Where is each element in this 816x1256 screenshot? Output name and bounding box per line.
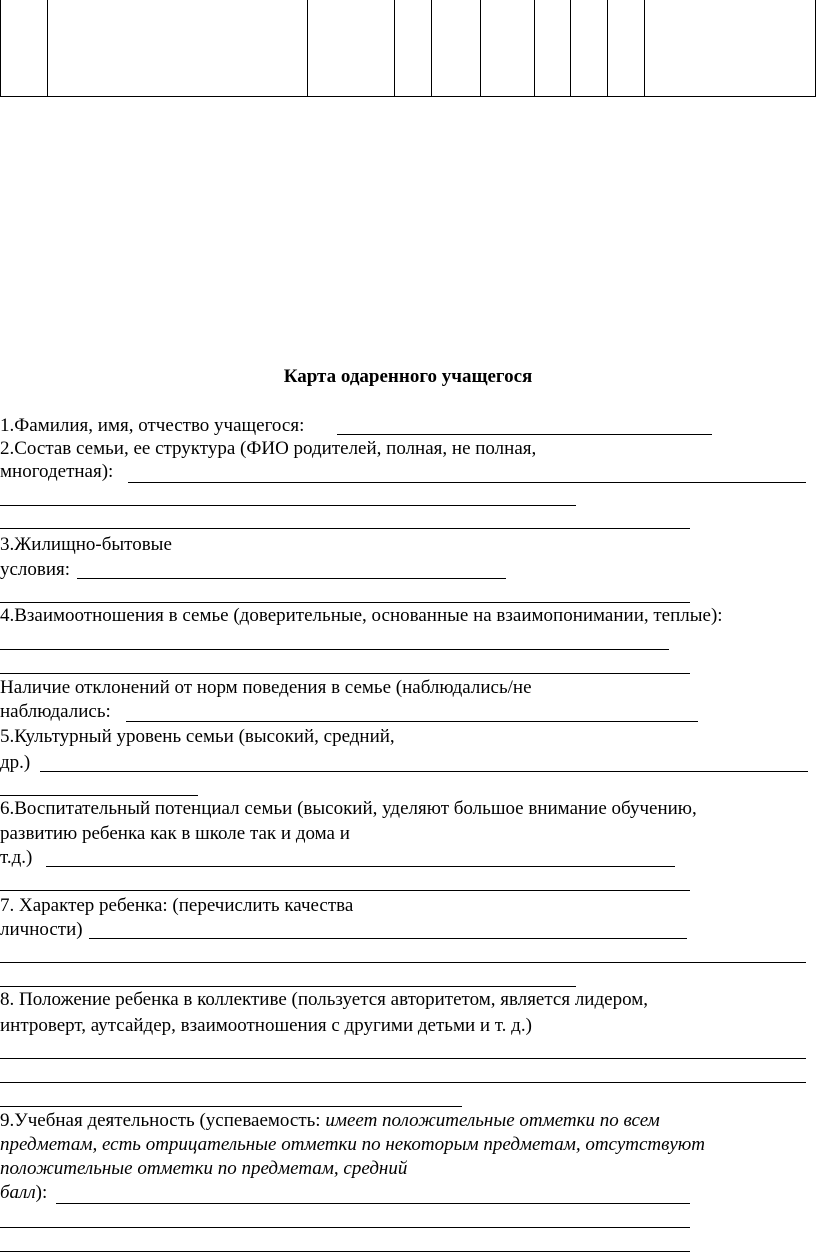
academic-label-text: 9.Учебная деятельность (успеваемость:: [0, 1110, 326, 1131]
field-label-academic-cont: предметам, есть отрицательные отметки по некоторым предметам, отсутствуют: [0, 1134, 705, 1155]
field-label-collective-cont: интроверт, аутсайдер, взаимоотношения с другими детьми и т. д.): [0, 1015, 532, 1036]
fill-line[interactable]: [0, 890, 690, 891]
field-label-upbringing-cont: развитию ребенка как в школе так и дома и: [0, 823, 350, 844]
field-label-character-cont: личности): [0, 919, 83, 940]
fill-line[interactable]: [0, 673, 690, 674]
field-label-academic-cont3: [0, 1182, 47, 1204]
field-label-deviations: Наличие отклонений от норм поведения в семье (наблюдались/не: [0, 677, 532, 698]
table-column-divider: [607, 0, 608, 97]
field-label-culture-cont: др.): [0, 752, 31, 773]
fill-line[interactable]: [0, 505, 576, 506]
table-column-divider: [47, 0, 48, 97]
table-column-divider: [431, 0, 432, 97]
table-column-divider: [480, 0, 481, 97]
fill-line[interactable]: [0, 528, 690, 529]
fill-line[interactable]: [0, 962, 806, 963]
table-column-divider: [644, 0, 645, 97]
field-label-academic-cont2: положительные отметки по предметам, средний: [0, 1158, 408, 1179]
fill-line[interactable]: [46, 866, 675, 867]
field-label-culture: 5.Культурный уровень семьи (высокий, средний,: [0, 726, 395, 747]
fill-line[interactable]: [126, 721, 698, 722]
fill-line[interactable]: [56, 1203, 690, 1204]
field-label-family: 2.Состав семьи, ее структура (ФИО родителей, полная, не полная,: [0, 438, 537, 459]
fill-line[interactable]: [0, 1106, 462, 1107]
academic-score-label: балл: [0, 1182, 36, 1203]
page-title: Карта одаренного учащегося: [283, 366, 533, 387]
table-column-divider: [570, 0, 571, 97]
field-label-fullname: 1.Фамилия, имя, отчество учащегося:: [0, 415, 305, 436]
fill-line[interactable]: [0, 1082, 806, 1083]
fill-line[interactable]: [0, 1251, 690, 1252]
fill-line[interactable]: [40, 771, 808, 772]
fill-line[interactable]: [77, 578, 506, 579]
table-column-divider: [394, 0, 395, 97]
fill-line[interactable]: [0, 1058, 806, 1059]
field-label-academic: [0, 1110, 660, 1132]
field-label-upbringing-cont2: т.д.): [0, 847, 33, 868]
field-label-housing-cont: условия:: [0, 559, 71, 580]
field-label-family-cont: многодетная):: [0, 461, 114, 482]
field-label-relationships: 4.Взаимоотношения в семье (доверительные, основанные на взаимопонимании, теплые):: [0, 605, 723, 626]
field-label-upbringing: 6.Воспитательный потенциал семьи (высокий, уделяют большое внимание обучению,: [0, 798, 697, 819]
fill-line[interactable]: [0, 986, 576, 987]
fill-line[interactable]: [0, 1227, 690, 1228]
fill-line[interactable]: [128, 482, 806, 483]
table-column-divider: [534, 0, 535, 97]
fill-line[interactable]: [337, 434, 712, 435]
academic-option-positive: имеет положительные отметки по всем: [325, 1110, 660, 1131]
field-label-deviations-cont: наблюдались:: [0, 701, 111, 722]
table-column-divider: [307, 0, 308, 97]
fill-line[interactable]: [0, 649, 669, 650]
field-label-housing: 3.Жилищно-бытовые: [0, 534, 172, 555]
fill-line[interactable]: [0, 795, 198, 796]
field-label-collective: 8. Положение ребенка в коллективе (пользуется авторитетом, является лидером,: [0, 989, 648, 1010]
field-label-character: 7. Характер ребенка: (перечислить качества: [0, 895, 354, 916]
academic-score-suffix: ):: [35, 1182, 48, 1203]
top-table-fragment: [0, 0, 816, 97]
fill-line[interactable]: [0, 602, 690, 603]
fill-line[interactable]: [89, 938, 687, 939]
